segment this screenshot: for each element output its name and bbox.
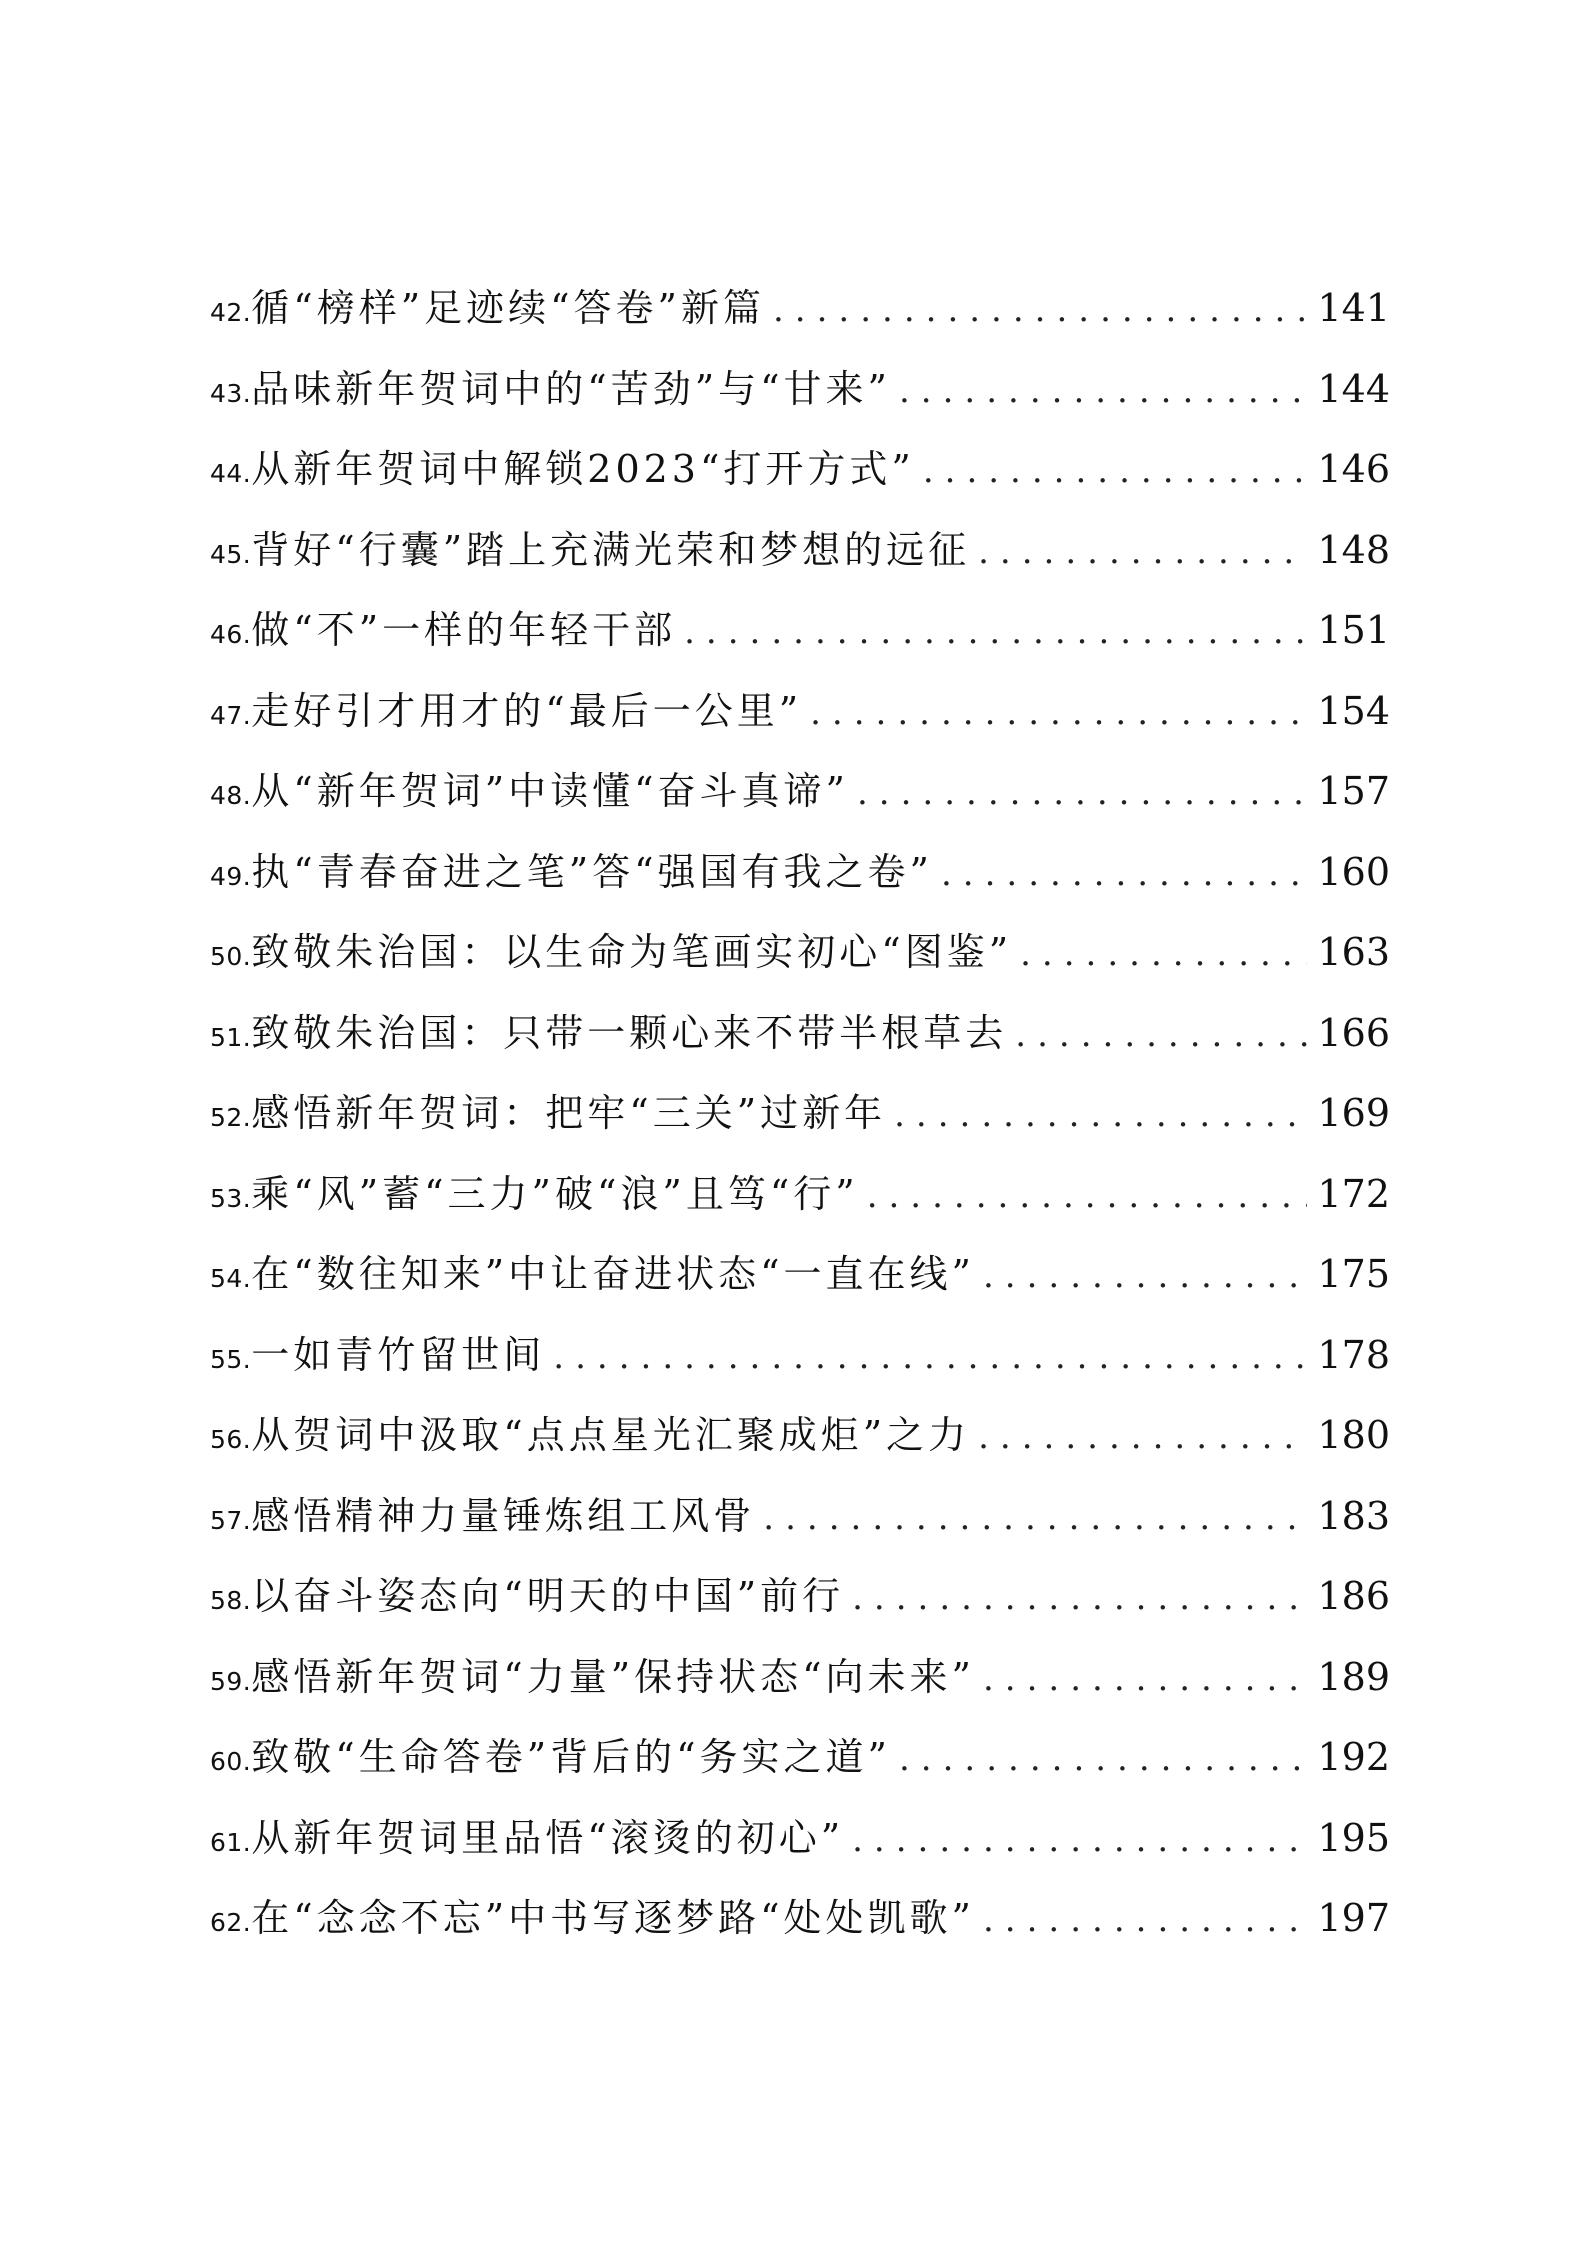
toc-entry[interactable]	[210, 268, 1390, 349]
dot-leader	[810, 673, 1307, 754]
dot-leader	[857, 753, 1307, 834]
entry-title: 致敬朱治国：只带一颗心来不带半根草去	[251, 1010, 1008, 1055]
toc-entry[interactable]	[210, 1878, 1390, 1959]
entry-title: 感悟新年贺词：把牢“三关”过新年	[251, 1091, 887, 1135]
toc-entry[interactable]	[210, 1717, 1390, 1798]
entry-page-number: 163	[1317, 930, 1390, 974]
dot-leader	[763, 1478, 1307, 1559]
toc-entry[interactable]	[210, 671, 1390, 752]
entry-number: 57.	[210, 1505, 252, 1535]
entry-page-number: 169	[1317, 1091, 1390, 1135]
entry-page-number: 186	[1317, 1574, 1390, 1618]
entry-number: 45.	[210, 539, 252, 569]
entry-title: 从新年贺词中解锁2023“打开方式”	[251, 447, 915, 491]
dot-leader	[983, 1236, 1307, 1317]
dot-leader	[899, 1719, 1307, 1800]
toc-entry[interactable]	[210, 993, 1390, 1074]
toc-entry[interactable]	[210, 751, 1390, 832]
entry-title: 在“数往知来”中让奋进状态“一直在线”	[251, 1252, 975, 1296]
dot-leader	[773, 270, 1307, 351]
dot-leader	[978, 1397, 1307, 1478]
dot-leader	[899, 351, 1307, 432]
toc-entry[interactable]	[210, 1476, 1390, 1557]
entry-title: 循“榜样”足迹续“答卷”新篇	[251, 286, 765, 330]
entry-number: 62.	[210, 1908, 252, 1937]
toc-entry[interactable]	[210, 349, 1390, 430]
toc-entry[interactable]	[210, 1073, 1390, 1154]
entry-page-number: 141	[1317, 286, 1390, 330]
toc-entry[interactable]	[210, 429, 1390, 510]
dot-leader	[983, 1880, 1307, 1961]
entry-page-number: 189	[1317, 1654, 1390, 1699]
entry-page-number: 144	[1317, 366, 1390, 411]
entry-title: 在“念念不忘”中书写逐梦路“处处凯歌”	[251, 1896, 975, 1940]
toc-entry[interactable]	[210, 590, 1390, 671]
dot-leader	[867, 1156, 1308, 1237]
entry-page-number: 197	[1317, 1896, 1390, 1940]
dot-leader	[1015, 995, 1307, 1076]
toc-entry[interactable]	[210, 1154, 1390, 1235]
toc-entry[interactable]	[210, 832, 1390, 913]
entry-number: 53.	[210, 1183, 252, 1213]
entry-title: 以奋斗姿态向“明天的中国”前行	[251, 1574, 845, 1618]
entry-title: 感悟精神力量锤炼组工风骨	[251, 1493, 756, 1538]
toc-entry[interactable]	[210, 1315, 1390, 1396]
dot-leader	[978, 512, 1307, 593]
entry-number: 48.	[210, 781, 252, 810]
entry-number: 47.	[210, 700, 252, 730]
entry-page-number: 154	[1317, 688, 1390, 733]
entry-title: 从“新年贺词”中读懂“奋斗真谛”	[251, 769, 849, 813]
entry-number: 54.	[210, 1264, 252, 1293]
entry-number: 51.	[210, 1022, 252, 1052]
dot-leader	[852, 1800, 1307, 1881]
dot-leader	[941, 834, 1307, 915]
entry-number: 42.	[210, 298, 252, 327]
entry-page-number: 183	[1317, 1493, 1390, 1538]
entry-page-number: 157	[1317, 769, 1390, 813]
entry-title: 走好引才用才的“最后一公里”	[251, 688, 803, 733]
toc-entry[interactable]	[210, 912, 1390, 993]
toc-entry[interactable]	[210, 1798, 1390, 1879]
entry-title: 执“青春奋进之笔”答“强国有我之卷”	[251, 849, 933, 894]
dot-leader	[852, 1558, 1307, 1639]
toc-entry[interactable]	[210, 1234, 1390, 1315]
entry-page-number: 160	[1317, 849, 1390, 894]
entry-title: 从新年贺词里品悟“滚烫的初心”	[251, 1815, 845, 1860]
entry-page-number: 148	[1317, 527, 1390, 572]
toc-entry[interactable]	[210, 1395, 1390, 1476]
entry-title: 背好“行囊”踏上充满光荣和梦想的远征	[251, 527, 971, 572]
entry-title: 致敬朱治国：以生命为笔画实初心“图鉴”	[251, 930, 1013, 974]
entry-page-number: 146	[1317, 447, 1390, 491]
entry-number: 55.	[210, 1344, 252, 1374]
entry-title: 乘“风”蓄“三力”破“浪”且笃“行”	[251, 1171, 859, 1216]
entry-number: 58.	[210, 1586, 252, 1615]
entry-title: 做“不”一样的年轻干部	[251, 608, 677, 652]
dot-leader	[1020, 914, 1307, 995]
entry-number: 60.	[210, 1747, 252, 1776]
entry-page-number: 178	[1317, 1332, 1390, 1377]
entry-number: 46.	[210, 620, 252, 649]
dot-leader	[684, 592, 1307, 673]
entry-title: 致敬“生命答卷”背后的“务实之道”	[251, 1735, 891, 1779]
entry-title: 感悟新年贺词“力量”保持状态“向未来”	[251, 1654, 975, 1699]
table-of-contents	[210, 268, 1390, 1959]
entry-number: 61.	[210, 1827, 252, 1857]
toc-entry[interactable]	[210, 1556, 1390, 1637]
entry-page-number: 175	[1317, 1252, 1390, 1296]
entry-number: 43.	[210, 378, 252, 408]
entry-title: 一如青竹留世间	[251, 1332, 546, 1377]
entry-number: 52.	[210, 1103, 252, 1132]
entry-page-number: 151	[1317, 608, 1390, 652]
entry-page-number: 172	[1317, 1171, 1390, 1216]
entry-number: 56.	[210, 1425, 252, 1454]
entry-number: 44.	[210, 459, 252, 488]
dot-leader	[923, 431, 1308, 512]
entry-number: 59.	[210, 1666, 252, 1696]
entry-number: 49.	[210, 861, 252, 891]
toc-entry[interactable]	[210, 510, 1390, 591]
entry-page-number: 192	[1317, 1735, 1390, 1779]
entry-number: 50.	[210, 942, 252, 971]
dot-leader	[894, 1075, 1307, 1156]
entry-title: 品味新年贺词中的“苦劲”与“甘来”	[251, 366, 891, 411]
dot-leader	[553, 1317, 1307, 1398]
entry-page-number: 166	[1317, 1010, 1390, 1055]
toc-entry[interactable]	[210, 1637, 1390, 1718]
entry-page-number: 195	[1317, 1815, 1390, 1860]
entry-title: 从贺词中汲取“点点星光汇聚成炬”之力	[251, 1413, 971, 1457]
entry-page-number: 180	[1317, 1413, 1390, 1457]
dot-leader	[983, 1639, 1307, 1720]
